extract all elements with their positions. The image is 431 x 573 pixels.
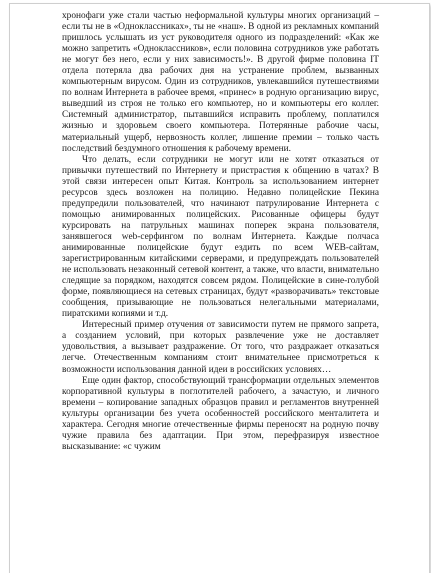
paragraph: хронофаги уже стали частью неформальной культуры многих организаций – если ты не в «Одноклассниках», ты не «наш». В одной из рекламных компаний пришлось услышать из уст руководителя одного из подразделений: «Как же можно запретить «Одноклассников», если половина сотрудников уже работать не могут без него, если у них зависимость!». В другой фирме половина IT отдела потеряла два рабочих дня на устранение проблем, вызванных компьютерным вирусом. Один из сотрудников, увлекавшийся путешествиями по волнам Интернета в рабочее время, «принес» в родную организацию вирус, выведший из строя не только его компьютер, но и компьютеры его коллег. Системный администратор, пытавшийся исправить проблему, поплатился жизнью и здоровьем своего компьютера. Потерянные рабочие часы, материальный ущерб, нервозность коллег, лишение премии – только часть последствий бездумного отношения к рабочему времени. [62,11,379,154]
paragraph: Что делать, если сотрудники не могут или не хотят отказаться от привычки путешествий по Интернету и пристрастия к общению в чатах? В этой связи интересен опыт Китая. Контроль за использованием интернет ресурсов здесь возложен на полицию. Недавно полицейские Пекина предупредили пользователей, что начинают патрулирование Интернета с помощью анимированных полицейских. Рисованные офицеры будут курсировать на патрульных машинах поперек экрана пользователя, занявшегося web-серфингом по волнам Интернета. Каждые полчаса анимированные полицейские будут ездить по всем WEB-сайтам, зарегистрированным китайскими серверами, и предупреждать пользователей не использовать незаконный сетевой контент, а также, что власти, внимательно следящие за порядком, находятся совсем рядом. Полицейские в сине-голубой форме, появляющиеся на сетевых страницах, будут «разворачивать» текстовые сообщения, призывающие не пользоваться нелегальными материалами, пиратскими копиями и т.д. [62,154,379,320]
paragraph: Интересный пример отучения от зависимости путем не прямого запрета, а созданием условий, при которых развлечение уже не доставляет удовольствия, а вызывает раздражение. От того, что раздражает отказаться легче. Отечественным компаниям стоит внимательнее присмотреться к возможности использования данной идеи в российских условиях… [62,320,379,375]
paragraph: Еще один фактор, способствующий трансформации отдельных элементов корпоративной культуры в поглотителей рабочего, а зачастую, и личного времени – копирование западных образцов правил и регламентов внутренней культуры организации без учета особенностей российского менталитета и характера. Сегодня многие отечественные фирмы переносят на родную почву чужие правила без адаптации. При этом, перефразируя известное высказывание: «с чужим [62,375,379,452]
document-body [62,11,379,453]
